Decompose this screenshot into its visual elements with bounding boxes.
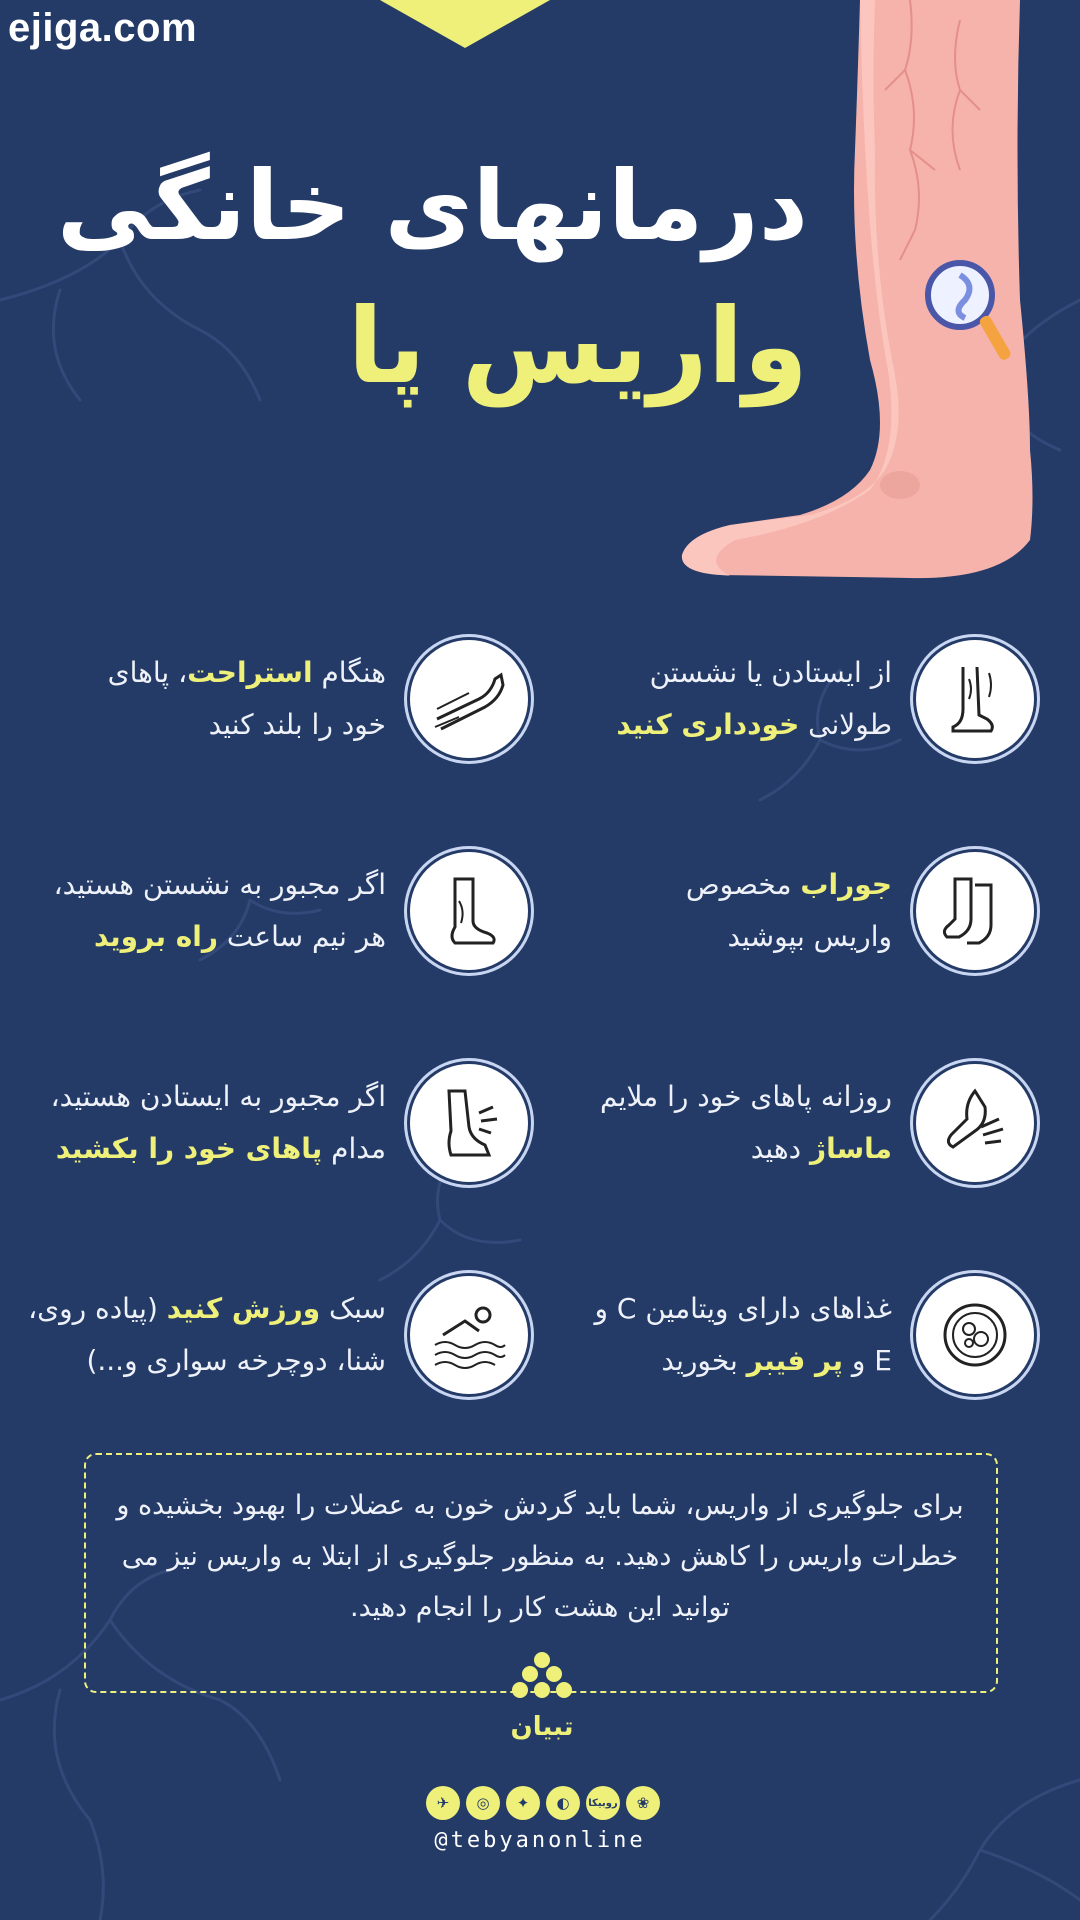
tip-stretch xyxy=(51,1064,528,1182)
tip-2-pre: هنگام xyxy=(312,656,386,689)
note-text: برای جلوگیری از واریس، شما باید گردش خون به عضلات را بهبود بخشیده و خطرات واریس را کاهش دهید. به منظور جلوگیری از ابتلا به واریس نیز می توانید این هشت کار را انجام دهید. xyxy=(116,1490,964,1623)
twitter-icon[interactable]: ✦ xyxy=(506,1786,540,1820)
tip-5-line-1: روزانه پاهای خود را ملایم xyxy=(600,1080,892,1113)
social-handle: @tebyanonline xyxy=(434,1828,646,1853)
swimming-icon xyxy=(410,1276,528,1394)
tip-5-line-2-post: دهید xyxy=(750,1132,810,1165)
tip-8-post: (پیاده روی، xyxy=(28,1292,167,1325)
tip-2-line-2: خود را بلند کنید xyxy=(208,708,386,741)
tip-2-highlight: استراحت xyxy=(187,656,313,689)
walking-leg-icon xyxy=(410,852,528,970)
tip-walk xyxy=(54,852,528,970)
eitaa-icon[interactable]: ◐ xyxy=(546,1786,580,1820)
tip-6-line-1: اگر مجبور به ایستادن هستید، xyxy=(50,1080,386,1113)
tip-1-line-2-pre: طولانی xyxy=(799,708,892,741)
tip-6-highlight: پاهای خود را بکشید xyxy=(55,1132,323,1165)
tip-2-post: ، پاهای xyxy=(107,656,188,689)
tip-7-highlight: پر فیبر xyxy=(746,1344,843,1377)
tip-1-highlight: خودداری کنید xyxy=(616,708,800,741)
tip-4-line-1: اگر مجبور به نشستن هستید، xyxy=(53,868,386,901)
soroush-icon[interactable]: ❀ xyxy=(626,1786,660,1820)
tip-socks xyxy=(686,852,1034,970)
tip-1-line-1: از ایستادن یا نشستن xyxy=(649,656,892,689)
tip-exercise xyxy=(28,1276,528,1394)
tip-4-highlight: راه بروید xyxy=(93,920,218,953)
title-line-1: درمانهای خانگی xyxy=(56,150,808,262)
tip-7-line-2-pre: E و xyxy=(842,1344,892,1377)
social-icons xyxy=(426,1786,660,1820)
tip-8-line-2: شنا، دوچرخه سواری و...) xyxy=(86,1344,386,1377)
tip-7-line-1: غذاهای دارای ویتامین C و xyxy=(594,1292,892,1325)
massage-icon xyxy=(916,1064,1034,1182)
tip-3-highlight: جوراب xyxy=(800,868,892,901)
raised-legs-icon xyxy=(410,640,528,758)
title-line-2: واریس پا xyxy=(347,285,808,407)
rubika-icon[interactable]: روبیکا xyxy=(586,1786,620,1820)
top-triangle xyxy=(380,0,550,48)
tip-7-line-2-post: بخورید xyxy=(661,1344,747,1377)
tip-3-post: مخصوص xyxy=(685,868,801,901)
brand-name: تبیان xyxy=(510,1712,574,1742)
tip-8-pre: سبک xyxy=(320,1292,386,1325)
stretch-leg-icon xyxy=(410,1064,528,1182)
telegram-icon[interactable]: ✈ xyxy=(426,1786,460,1820)
leg-veins-icon xyxy=(916,640,1034,758)
tip-raise-legs xyxy=(108,640,528,758)
tip-8-highlight: ورزش کنید xyxy=(166,1292,321,1325)
tip-4-line-2-pre: هر نیم ساعت xyxy=(218,920,386,953)
tebyan-logo xyxy=(500,1650,584,1750)
tip-avoid-standing xyxy=(616,640,1034,758)
tebyan-logo-mark xyxy=(500,1650,584,1710)
tip-massage xyxy=(600,1064,1034,1182)
tip-3-line-2: واریس بپوشید xyxy=(727,920,892,953)
tip-6-line-2-pre: مدام xyxy=(322,1132,386,1165)
site-watermark: ejiga.com xyxy=(8,6,198,50)
instagram-icon[interactable]: ◎ xyxy=(466,1786,500,1820)
socks-icon xyxy=(916,852,1034,970)
food-plate-icon xyxy=(916,1276,1034,1394)
tip-vitamins xyxy=(594,1276,1034,1394)
tip-5-highlight: ماساژ xyxy=(809,1132,892,1165)
